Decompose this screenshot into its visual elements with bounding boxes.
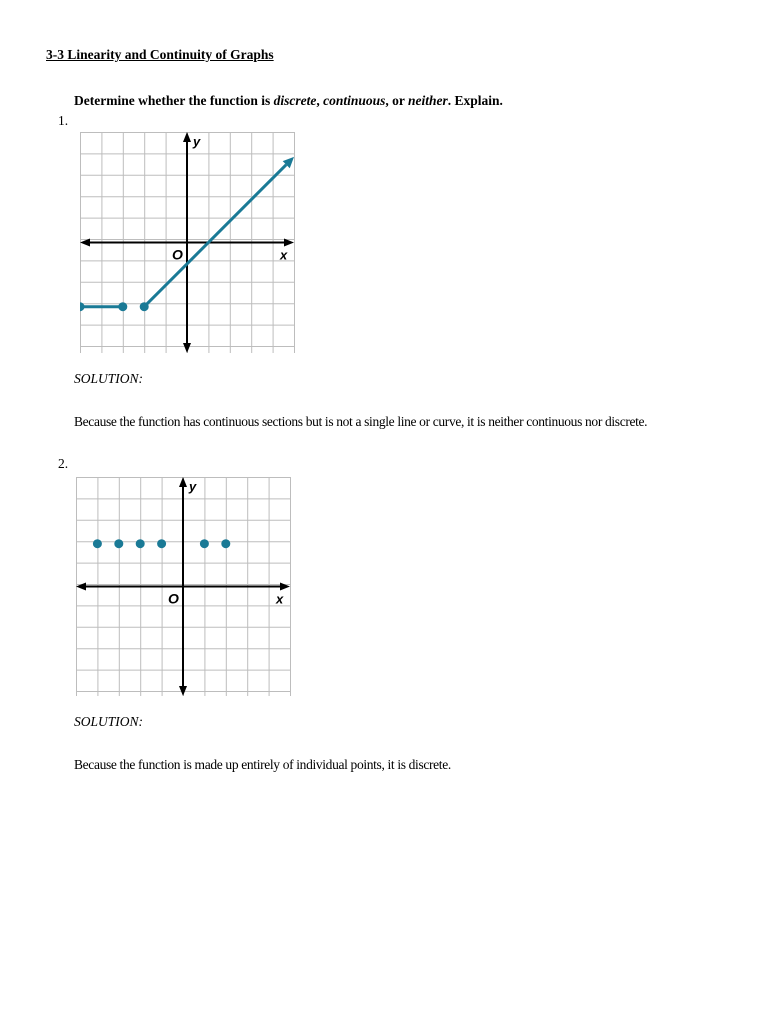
y-axis-arrow-top — [179, 477, 187, 487]
graph-point — [93, 539, 102, 548]
x-axis-arrow-left — [76, 583, 86, 591]
graph-point — [200, 539, 209, 548]
graph-point — [114, 539, 123, 548]
graph-point — [157, 539, 166, 548]
instructions-sep2: , or — [385, 93, 408, 108]
solution-label: SOLUTION: — [74, 714, 144, 729]
page-title: 3-3 Linearity and Continuity of Graphs — [46, 47, 274, 62]
y-axis-arrow-bottom — [183, 343, 191, 353]
solution-label: SOLUTION: — [74, 371, 144, 386]
x-axis-label: x — [276, 591, 284, 607]
option-continuous: continuous — [323, 93, 386, 108]
graph-axes — [76, 477, 290, 696]
graph-point — [221, 539, 230, 548]
problem-number: 2. — [58, 456, 69, 471]
solution-text: Because the function is made up entirely of individual points, it is discrete. — [74, 757, 451, 772]
graph-axes — [80, 132, 294, 353]
closed-endpoint — [118, 302, 127, 311]
y-axis-arrow-top — [183, 132, 191, 142]
x-axis-label: x — [280, 247, 288, 263]
solution-text: Because the function has continuous sections but is not a single line or curve, it is neither continuous nor discrete. — [74, 414, 648, 429]
option-discrete: discrete — [273, 93, 317, 108]
graph-point — [136, 539, 145, 548]
graph-1 — [80, 132, 296, 354]
instructions — [74, 93, 503, 109]
instructions-sep1: , — [316, 93, 324, 108]
instructions-prefix: Determine whether the function is — [74, 93, 274, 108]
x-axis-arrow-right — [280, 583, 290, 591]
y-axis-label: y — [193, 134, 201, 149]
closed-endpoint — [140, 302, 149, 311]
origin-label: O — [172, 246, 183, 263]
y-axis-label: y — [189, 479, 197, 494]
graph-2 — [76, 477, 292, 697]
origin-label: O — [168, 590, 179, 607]
problem-number: 1. — [58, 113, 69, 128]
instructions-suffix: . Explain. — [447, 93, 503, 108]
option-neither: neither — [408, 93, 448, 108]
graph-marks — [93, 539, 230, 548]
graph-segment — [144, 165, 286, 307]
